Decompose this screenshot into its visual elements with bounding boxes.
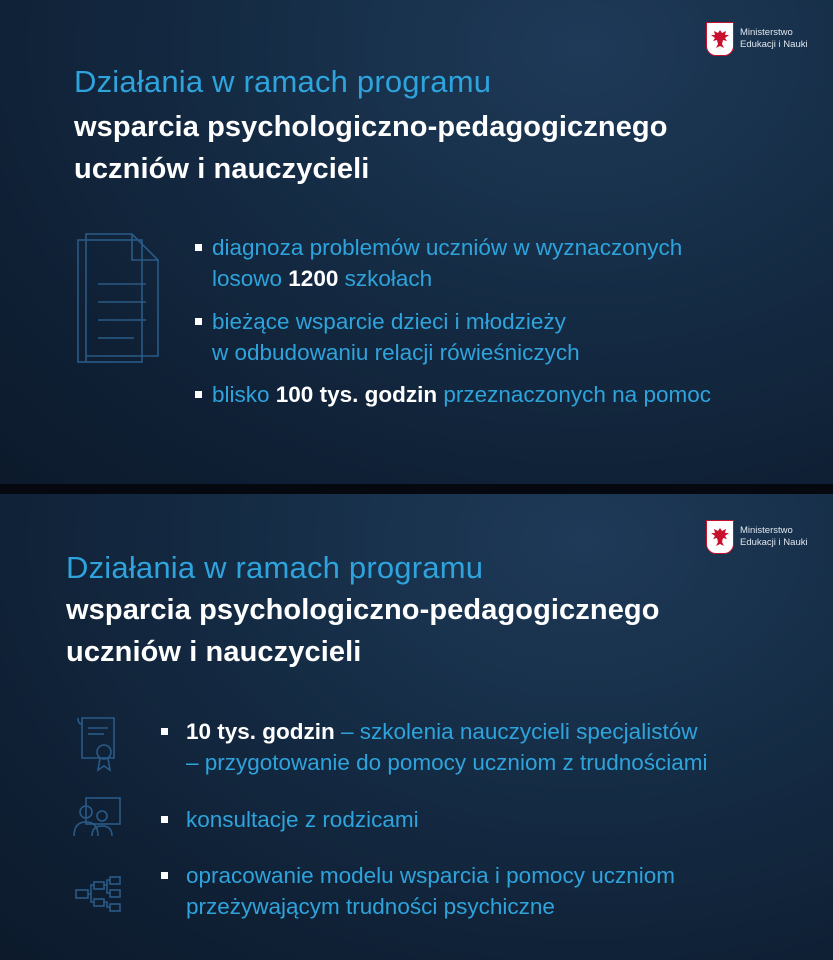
logo-line-2: Edukacji i Nauki xyxy=(740,39,808,50)
slide-2 xyxy=(0,494,833,960)
slide-title: Działania w ramach programu xyxy=(74,64,492,99)
bullet-item xyxy=(212,306,812,368)
bullet-item xyxy=(186,716,816,778)
bullet-text-part: losowo xyxy=(212,266,289,291)
certificate-icon xyxy=(74,716,124,774)
bullet-highlight: 1200 xyxy=(288,266,339,291)
bullet-text-line-1: opracowanie modelu wsparcia i pomocy uczniom xyxy=(186,863,675,888)
bullet-item xyxy=(186,860,816,922)
bullet-marker xyxy=(195,391,202,398)
logo-line-2: Edukacji i Nauki xyxy=(740,537,808,548)
bullet-item xyxy=(186,804,816,835)
bullet-highlight: 10 tys. godzin xyxy=(186,719,335,744)
eagle-emblem-icon xyxy=(706,22,734,56)
bullet-text-line-2 xyxy=(212,263,812,294)
bullet-text-line-1: bieżące wsparcie dzieci i młodzieży xyxy=(212,309,566,334)
logo-line-1: Ministerstwo xyxy=(740,525,793,536)
bullet-text-line-1 xyxy=(212,379,812,410)
slide-subtitle-line-2: uczniów i nauczycieli xyxy=(74,153,370,185)
bullet-text-line-2: przeżywającym trudności psychiczne xyxy=(186,894,555,919)
bullet-text-line-1: konsultacje z rodzicami xyxy=(186,807,419,832)
bullet-text-line-2: – przygotowanie do pomocy uczniom z trudnościami xyxy=(186,750,708,775)
bullet-text-part: szkołach xyxy=(338,266,433,291)
ministry-logo xyxy=(706,520,808,554)
bullet-text-line-2: w odbudowaniu relacji rówieśniczych xyxy=(212,340,580,365)
people-board-icon xyxy=(72,796,124,840)
eagle-emblem-icon xyxy=(706,520,734,554)
bullet-highlight: 100 tys. godzin xyxy=(275,382,438,407)
bullet-text-part: – szkolenia nauczycieli specjalistów xyxy=(334,719,698,744)
slide-subtitle-line-1: wsparcia psychologiczno-pedagogicznego xyxy=(66,594,660,626)
bullet-text-line-1 xyxy=(186,716,816,747)
bullet-text-line-1: diagnoza problemów uczniów w wyznaczonych xyxy=(212,235,683,260)
hierarchy-icon xyxy=(74,876,124,912)
bullet-marker xyxy=(195,244,202,251)
logo-text xyxy=(740,525,808,549)
slide-title: Działania w ramach programu xyxy=(66,550,484,585)
slide-subtitle-line-2: uczniów i nauczycieli xyxy=(66,636,362,668)
bullet-marker xyxy=(195,318,202,325)
bullet-text-part: przeznaczonych na pomoc xyxy=(437,382,711,407)
slide-subtitle-line-1: wsparcia psychologiczno-pedagogicznego xyxy=(74,111,668,143)
bullet-item xyxy=(212,232,812,294)
documents-icon xyxy=(74,232,164,366)
ministry-logo xyxy=(706,22,808,56)
bullet-marker xyxy=(161,728,168,735)
logo-text xyxy=(740,27,808,51)
bullet-marker xyxy=(161,872,168,879)
logo-line-1: Ministerstwo xyxy=(740,27,793,38)
bullet-text-part: blisko xyxy=(212,382,276,407)
slide-separator xyxy=(0,484,833,494)
bullet-marker xyxy=(161,816,168,823)
bullet-item xyxy=(212,379,812,410)
